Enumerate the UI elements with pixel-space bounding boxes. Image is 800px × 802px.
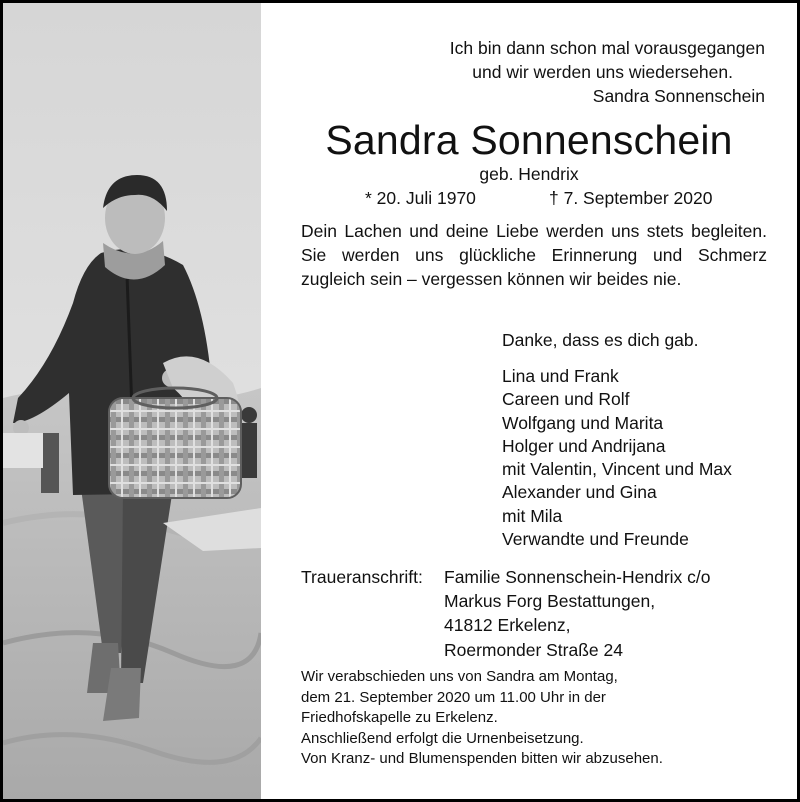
funeral-details	[301, 667, 663, 770]
address-label: Traueranschrift:	[301, 567, 423, 587]
motto-line: Ich bin dann schon mal vorausgegangen	[449, 38, 765, 58]
mourner-entry: Alexander und Gina	[502, 482, 657, 503]
funeral-line: Anschließend erfolgt die Urnenbeisetzung.	[301, 729, 584, 747]
mourner-entry: mit Valentin, Vincent und Max	[502, 459, 732, 480]
funeral-line: Friedhofskapelle zu Erkelenz.	[301, 709, 498, 726]
mourning-address	[444, 565, 711, 662]
mourners-list	[502, 365, 732, 551]
birth-name: geb. Hendrix	[479, 164, 579, 184]
farewell-message-text: Dein Lachen und deine Liebe werden uns stets begleiten. Sie werden uns glückliche Erinnerung und Schmerz zugleich sein – vergessen können wir beides nie.	[301, 221, 767, 289]
farewell-message	[301, 219, 767, 291]
funeral-line: dem 21. September 2020 um 11.00 Uhr in der	[301, 688, 606, 706]
death-date: † 7. September 2020	[549, 188, 713, 208]
notice-text-area	[3, 3, 797, 799]
life-dates	[261, 186, 797, 210]
address-line: Familie Sonnenschein-Hendrix c/o	[444, 567, 711, 587]
birth-date: * 20. Juli 1970	[365, 188, 476, 208]
motto-author: Sandra Sonnenschein	[592, 86, 765, 106]
motto-line: und wir werden uns wiedersehen.	[472, 62, 733, 82]
mourner-entry: mit Mila	[502, 505, 563, 526]
mourner-entry: Wolfgang und Marita	[502, 412, 664, 433]
mourner-entry: Holger und Andrijana	[502, 435, 666, 456]
mourner-entry: Lina und Frank	[502, 366, 619, 386]
mourner-entry: Verwandte und Freunde	[502, 529, 689, 550]
address-line: Markus Forg Bestattungen,	[444, 591, 656, 612]
thanks-line: Danke, dass es dich gab.	[502, 330, 699, 350]
funeral-line: Wir verabschieden uns von Sandra am Montag,	[301, 668, 618, 685]
deceased-name: Sandra Sonnenschein	[325, 117, 733, 163]
mourner-entry: Careen und Rolf	[502, 389, 630, 410]
funeral-line: Von Kranz- und Blumenspenden bitten wir abzusehen.	[301, 750, 663, 767]
address-line: Roermonder Straße 24	[444, 639, 623, 660]
address-line: 41812 Erkelenz,	[444, 615, 571, 636]
